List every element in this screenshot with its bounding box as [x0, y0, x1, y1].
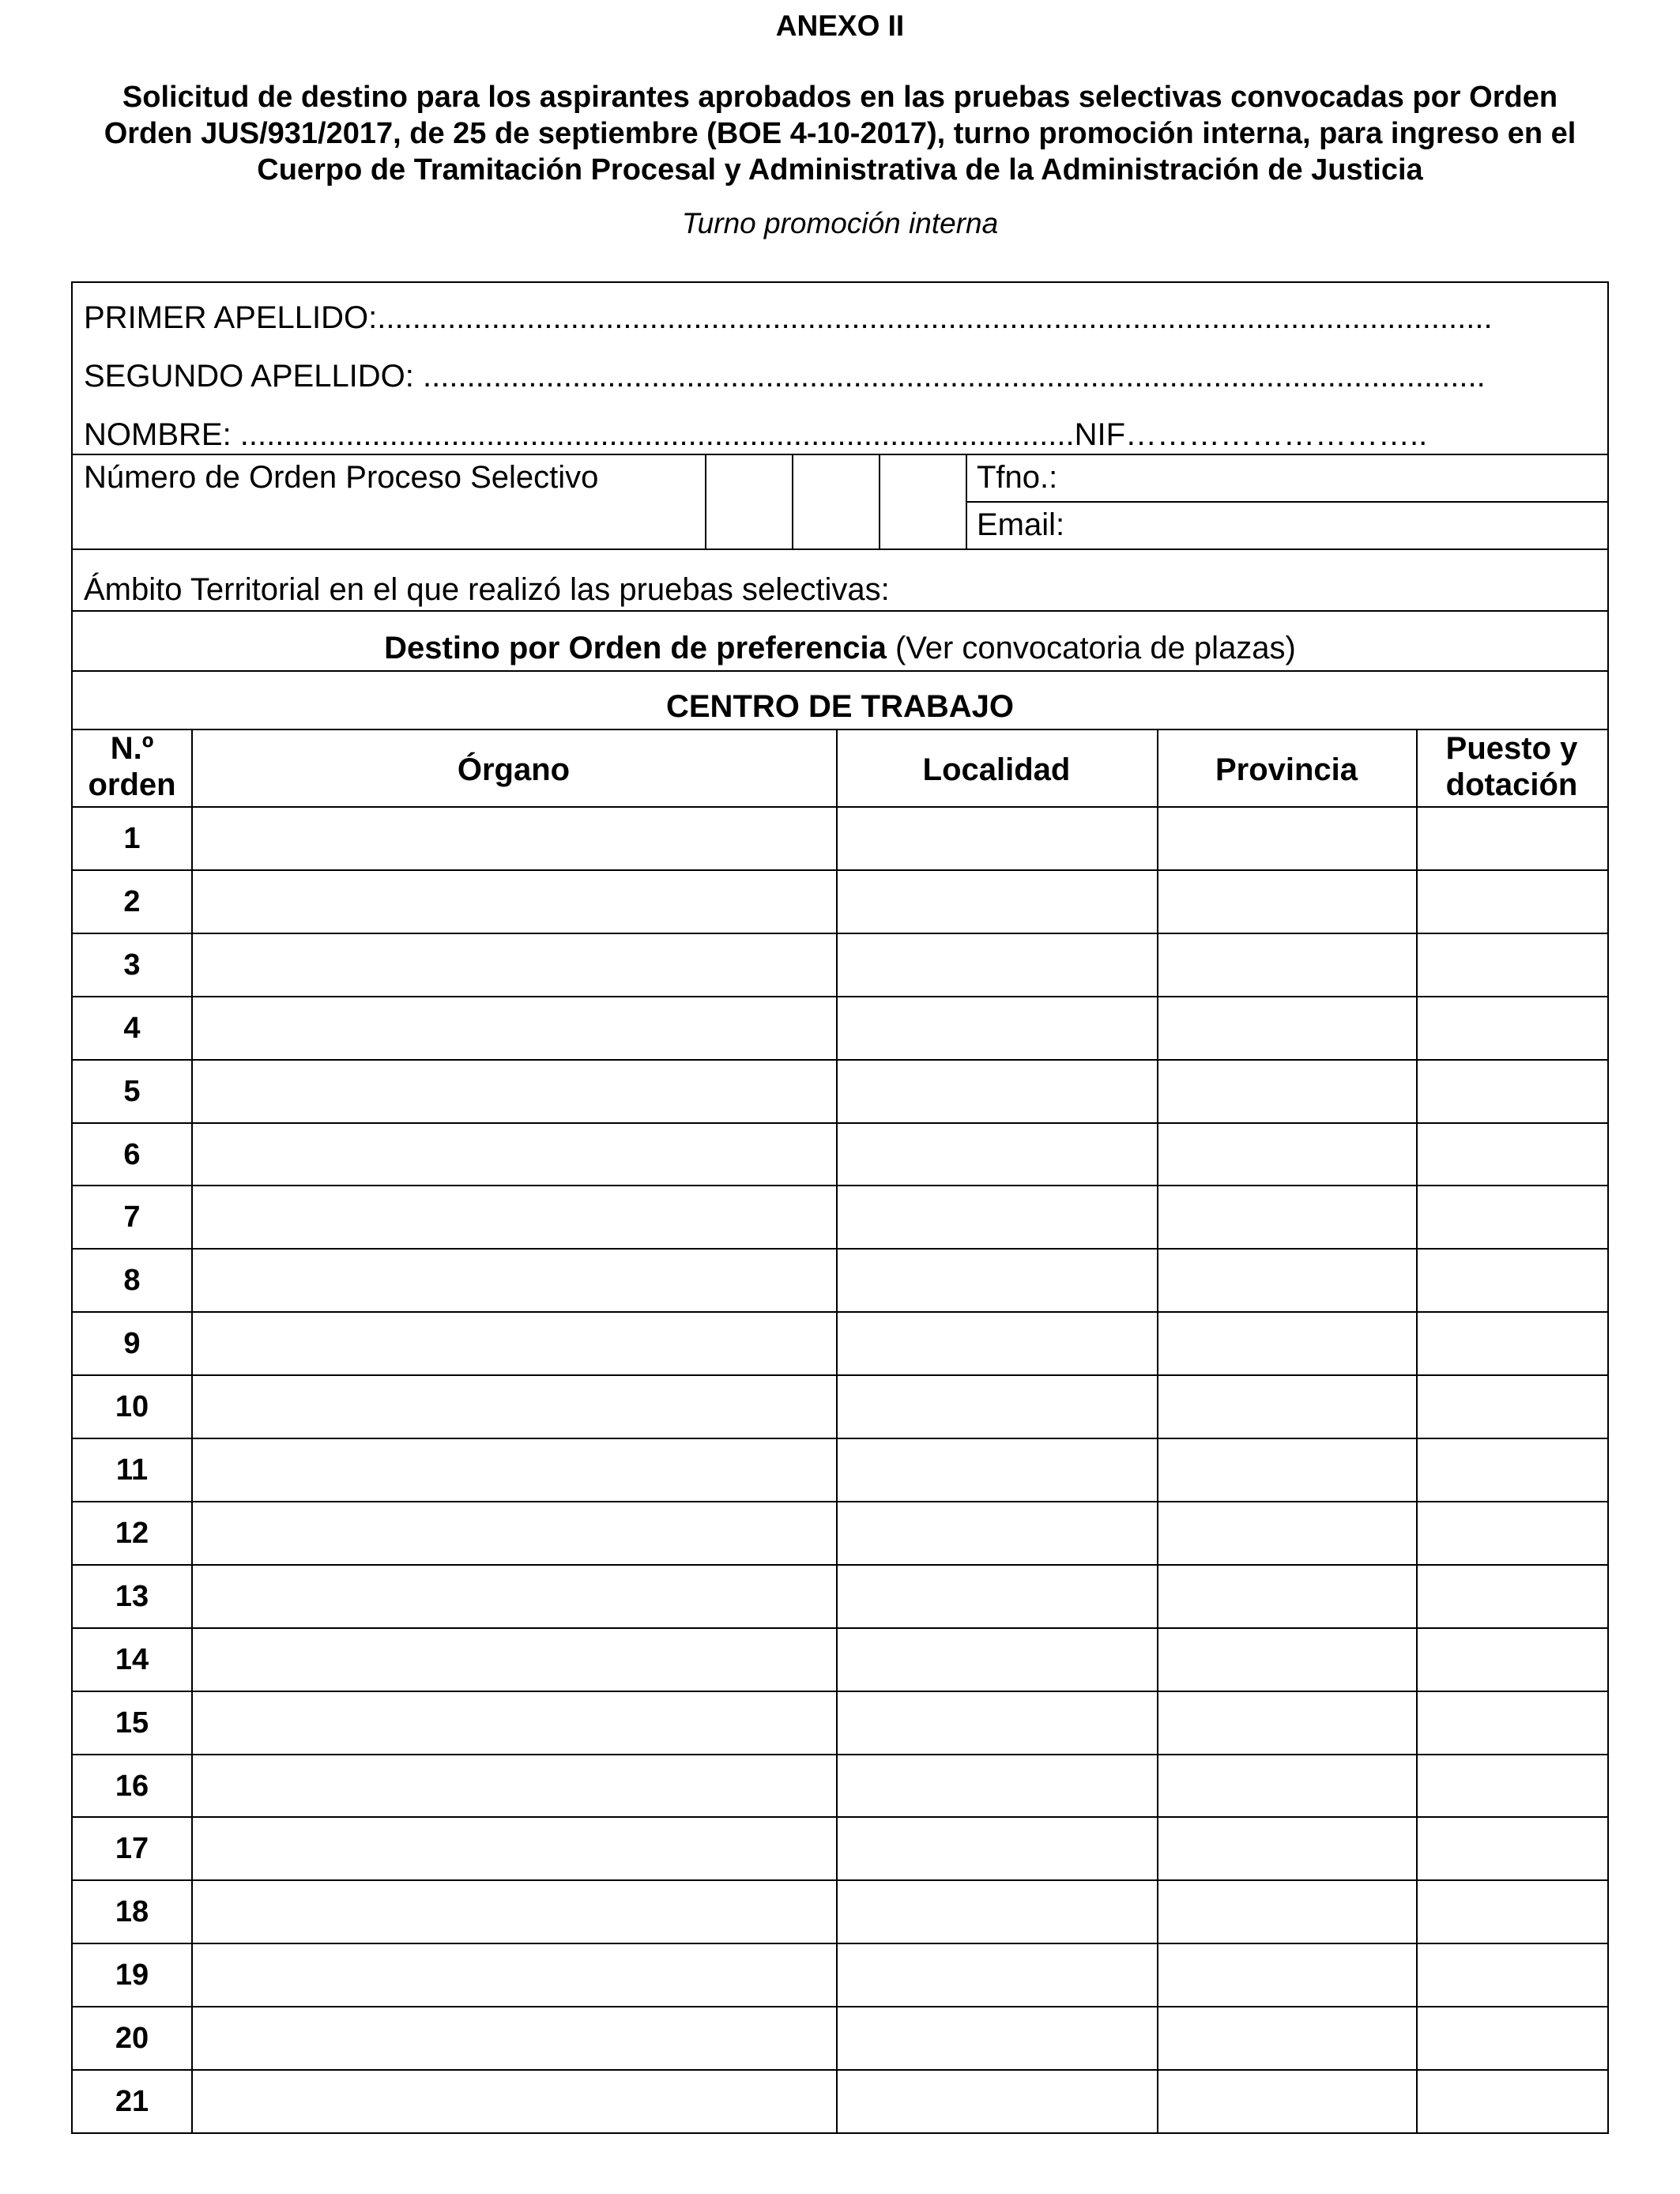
- puesto-cell[interactable]: [1418, 1755, 1607, 1817]
- localidad-cell[interactable]: [838, 934, 1157, 996]
- col-header-organo: Órgano: [457, 752, 571, 787]
- provincia-cell[interactable]: [1158, 1629, 1416, 1691]
- row-number: 9: [123, 1327, 141, 1361]
- document-title: [63, 79, 1617, 188]
- provincia-cell[interactable]: [1158, 1250, 1416, 1311]
- localidad-cell[interactable]: [838, 1124, 1157, 1186]
- puesto-cell[interactable]: [1418, 1502, 1607, 1564]
- col-header-localidad: Localidad: [922, 752, 1071, 787]
- row-number: 7: [123, 1201, 141, 1235]
- row-number: 17: [115, 1832, 149, 1866]
- row-number: 16: [115, 1769, 149, 1803]
- localidad-cell[interactable]: [838, 1881, 1157, 1943]
- numero-orden-label: Número de Orden Proceso Selectivo: [84, 460, 599, 495]
- organo-cell[interactable]: [193, 1061, 836, 1122]
- segundo-apellido-field[interactable]: [84, 357, 1486, 395]
- row-number: 1: [123, 822, 141, 855]
- row-number: 4: [123, 1011, 141, 1045]
- row-number: 6: [123, 1137, 141, 1171]
- nombre-label: NOMBRE:: [84, 417, 240, 452]
- segundo-apellido-dots: .........................................................................................................................: [423, 359, 1486, 394]
- row-number: 3: [123, 948, 141, 982]
- provincia-cell[interactable]: [1158, 2071, 1416, 2132]
- title-line-1: Solicitud de destino para los aspirantes aprobados en las pruebas selectivas convocadas por Orden: [122, 81, 1558, 114]
- puesto-cell[interactable]: [1418, 1313, 1607, 1374]
- puesto-cell[interactable]: [1418, 1881, 1607, 1943]
- organo-cell[interactable]: [193, 1376, 836, 1438]
- title-line-2: Orden JUS/931/2017, de 25 de septiembre (BOE 4-10-2017), turno promoción interna, para ingreso en el: [104, 117, 1576, 150]
- organo-cell[interactable]: [193, 934, 836, 996]
- puesto-cell[interactable]: [1418, 997, 1607, 1059]
- row-number: 20: [115, 2022, 149, 2056]
- primer-apellido-label: PRIMER APELLIDO:: [84, 300, 378, 335]
- row-number: 2: [123, 884, 141, 918]
- localidad-cell[interactable]: [838, 1439, 1157, 1501]
- nif-dots: ………………………..: [1125, 417, 1428, 452]
- col-header-puesto-line2: dotación: [1445, 767, 1578, 802]
- primer-apellido-dots: ...............................................................................................................................: [377, 300, 1493, 335]
- localidad-cell[interactable]: [838, 1250, 1157, 1311]
- localidad-cell[interactable]: [838, 997, 1157, 1059]
- puesto-cell[interactable]: [1418, 1692, 1607, 1754]
- row-number: 19: [115, 1958, 149, 1992]
- document-subtitle: Turno promoción interna: [681, 207, 999, 239]
- puesto-cell[interactable]: [1418, 871, 1607, 933]
- ambito-territorial-field[interactable]: Ámbito Territorial en el que realizó las pruebas selectivas:: [84, 572, 890, 607]
- divider: [73, 729, 1607, 730]
- provincia-cell[interactable]: [1158, 1502, 1416, 1564]
- puesto-cell[interactable]: [1418, 1629, 1607, 1691]
- destino-heading-bold: Destino por Orden de preferencia: [384, 631, 887, 665]
- localidad-cell[interactable]: [838, 1566, 1157, 1627]
- organo-cell[interactable]: [193, 1124, 836, 1186]
- organo-cell[interactable]: [193, 1881, 836, 1943]
- localidad-cell[interactable]: [838, 2007, 1157, 2069]
- localidad-cell[interactable]: [838, 1692, 1157, 1754]
- col-header-orden: [73, 730, 191, 803]
- col-header-puesto-line1: Puesto y: [1445, 731, 1578, 766]
- row-number: 14: [115, 1642, 149, 1676]
- provincia-cell[interactable]: [1158, 1061, 1416, 1122]
- organo-cell[interactable]: [193, 997, 836, 1059]
- centro-trabajo-heading: CENTRO DE TRABAJO: [665, 689, 1015, 724]
- email-field[interactable]: Email:: [977, 507, 1065, 542]
- divider: [73, 670, 1607, 672]
- col-header-orden-line2: orden: [88, 767, 176, 802]
- provincia-cell[interactable]: [1158, 997, 1416, 1059]
- title-line-3: Cuerpo de Tramitación Procesal y Administrativa de la Administración de Justicia: [257, 153, 1423, 187]
- numero-orden-box-3[interactable]: [880, 455, 965, 547]
- annex-heading: ANEXO II: [775, 9, 905, 42]
- provincia-cell[interactable]: [1158, 1692, 1416, 1754]
- row-number: 5: [123, 1074, 141, 1108]
- puesto-cell[interactable]: [1418, 1061, 1607, 1122]
- numero-orden-box-1[interactable]: [706, 455, 791, 547]
- segundo-apellido-label: SEGUNDO APELLIDO:: [84, 359, 424, 394]
- destino-heading: [73, 629, 1607, 667]
- localidad-cell[interactable]: [838, 2071, 1157, 2132]
- localidad-cell[interactable]: [838, 1376, 1157, 1438]
- provincia-cell[interactable]: [1158, 1818, 1416, 1879]
- organo-cell[interactable]: [193, 1502, 836, 1564]
- puesto-cell[interactable]: [1418, 808, 1607, 869]
- divider: [966, 501, 1607, 503]
- provincia-cell[interactable]: [1158, 1755, 1416, 1817]
- col-header-provincia: Provincia: [1215, 752, 1358, 787]
- nombre-field[interactable]: [84, 416, 1427, 454]
- puesto-cell[interactable]: [1418, 2007, 1607, 2069]
- provincia-cell[interactable]: [1158, 1881, 1416, 1943]
- provincia-cell[interactable]: [1158, 1186, 1416, 1248]
- tfno-field[interactable]: Tfno.:: [977, 460, 1058, 495]
- organo-cell[interactable]: [193, 2071, 836, 2132]
- provincia-cell[interactable]: [1158, 1313, 1416, 1374]
- puesto-cell[interactable]: [1418, 1250, 1607, 1311]
- provincia-cell[interactable]: [1158, 1566, 1416, 1627]
- application-form: [71, 281, 1609, 2134]
- destino-heading-note: (Ver convocatoria de plazas): [886, 631, 1296, 665]
- row-number: 10: [115, 1390, 149, 1424]
- nif-label: NIF: [1074, 417, 1125, 452]
- provincia-cell[interactable]: [1158, 871, 1416, 933]
- provincia-cell[interactable]: [1158, 1376, 1416, 1438]
- organo-cell[interactable]: [193, 1313, 836, 1374]
- provincia-cell[interactable]: [1158, 2007, 1416, 2069]
- localidad-cell[interactable]: [838, 1313, 1157, 1374]
- organo-cell[interactable]: [193, 1566, 836, 1627]
- puesto-cell[interactable]: [1418, 1376, 1607, 1438]
- puesto-cell[interactable]: [1418, 1124, 1607, 1186]
- puesto-cell[interactable]: [1418, 1944, 1607, 2006]
- provincia-cell[interactable]: [1158, 808, 1416, 869]
- primer-apellido-field[interactable]: [84, 299, 1493, 337]
- puesto-cell[interactable]: [1418, 1186, 1607, 1248]
- puesto-cell[interactable]: [1418, 2071, 1607, 2132]
- organo-cell[interactable]: [193, 2007, 836, 2069]
- divider: [73, 610, 1607, 612]
- numero-orden-box-2[interactable]: [793, 455, 878, 547]
- localidad-cell[interactable]: [838, 808, 1157, 869]
- localidad-cell[interactable]: [838, 1186, 1157, 1248]
- puesto-cell[interactable]: [1418, 1566, 1607, 1627]
- organo-cell[interactable]: [193, 871, 836, 933]
- puesto-cell[interactable]: [1418, 934, 1607, 996]
- localidad-cell[interactable]: [838, 1944, 1157, 2006]
- organo-cell[interactable]: [193, 1692, 836, 1754]
- localidad-cell[interactable]: [838, 1818, 1157, 1879]
- provincia-cell[interactable]: [1158, 934, 1416, 996]
- provincia-cell[interactable]: [1158, 1439, 1416, 1501]
- localidad-cell[interactable]: [838, 1502, 1157, 1564]
- localidad-cell[interactable]: [838, 871, 1157, 933]
- organo-cell[interactable]: [193, 1755, 836, 1817]
- organo-cell[interactable]: [193, 808, 836, 869]
- organo-cell[interactable]: [193, 1186, 836, 1248]
- row-number: 11: [115, 1453, 149, 1487]
- divider: [73, 548, 1607, 550]
- row-number: 12: [115, 1516, 149, 1550]
- localidad-cell[interactable]: [838, 1629, 1157, 1691]
- localidad-cell[interactable]: [838, 1061, 1157, 1122]
- provincia-cell[interactable]: [1158, 1944, 1416, 2006]
- row-number: 13: [115, 1579, 149, 1613]
- organo-cell[interactable]: [193, 1629, 836, 1691]
- puesto-cell[interactable]: [1418, 1818, 1607, 1879]
- provincia-cell[interactable]: [1158, 1124, 1416, 1186]
- organo-cell[interactable]: [193, 1944, 836, 2006]
- row-number: 8: [123, 1264, 141, 1298]
- puesto-cell[interactable]: [1418, 1439, 1607, 1501]
- organo-cell[interactable]: [193, 1439, 836, 1501]
- organo-cell[interactable]: [193, 1250, 836, 1311]
- localidad-cell[interactable]: [838, 1755, 1157, 1817]
- row-number: 15: [115, 1706, 149, 1740]
- col-header-orden-line1: N.º: [110, 731, 154, 766]
- col-header-puesto: [1416, 730, 1607, 803]
- row-number: 18: [115, 1895, 149, 1929]
- row-number: 21: [115, 2085, 149, 2118]
- organo-cell[interactable]: [193, 1818, 836, 1879]
- nombre-dots: ...............................................................................................: [239, 417, 1075, 452]
